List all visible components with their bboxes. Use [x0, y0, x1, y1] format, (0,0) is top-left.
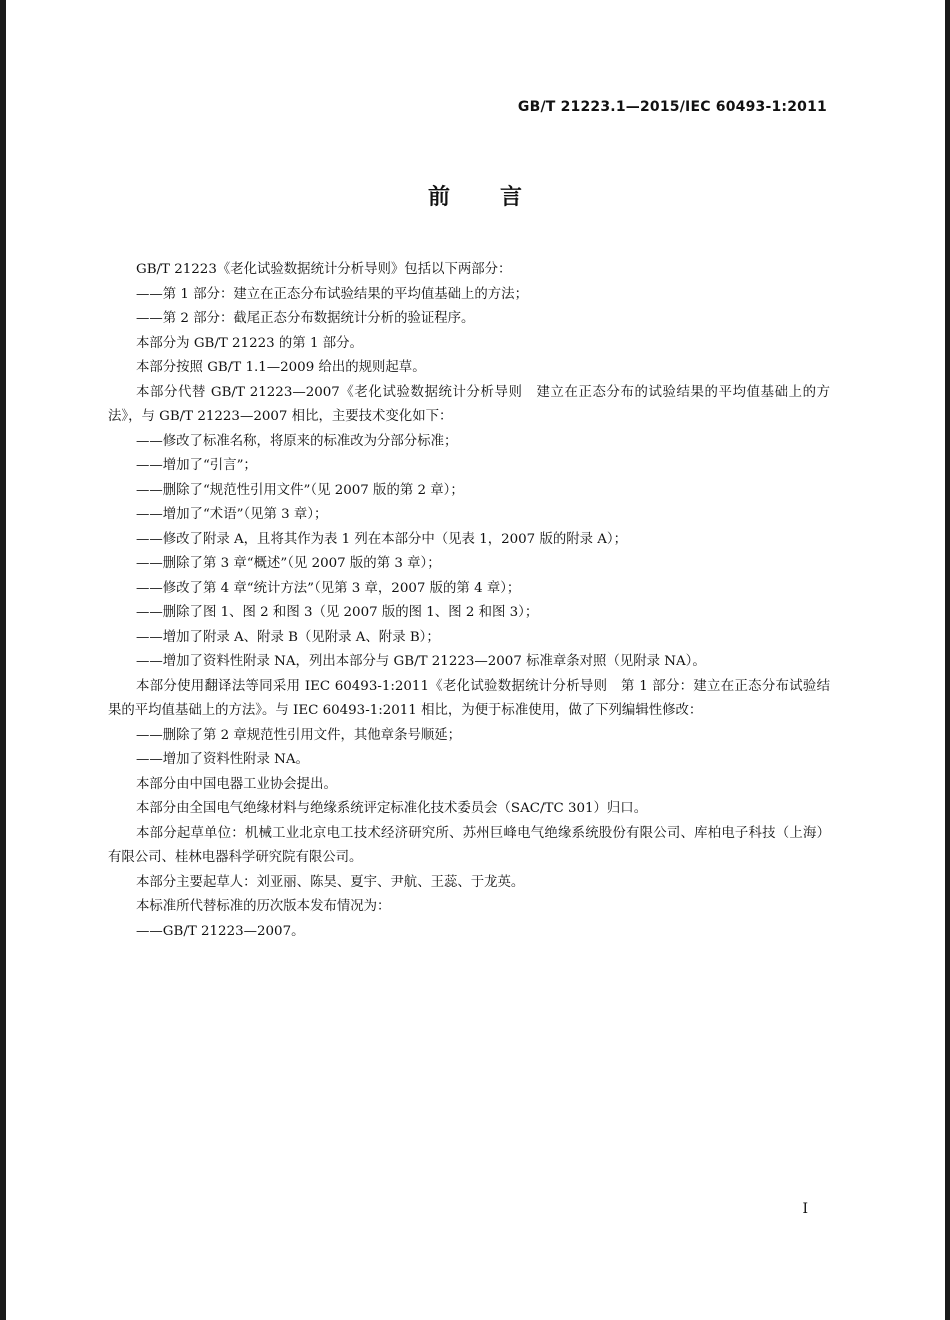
list-item: ——第 1 部分：建立在正态分布试验结果的平均值基础上的方法； — [136, 286, 528, 302]
paragraph: GB/T 21223《老化试验数据统计分析导则》包括以下两部分： — [136, 262, 512, 277]
foreword-body — [108, 258, 830, 944]
page-number: I — [802, 1201, 808, 1217]
list-item: ——增加了“引言”； — [136, 458, 257, 473]
list-item: ——删除了第 2 章规范性引用文件，其他章条号顺延； — [136, 727, 462, 743]
list-item: ——删除了“规范性引用文件”（见 2007 版的第 2 章）； — [136, 482, 464, 498]
page-title: 前言 — [427, 185, 572, 210]
list-item: ——修改了第 4 章“统计方法”（见第 3 章，2007 版的第 4 章）； — [136, 580, 521, 596]
list-item: ——第 2 部分：截尾正态分布数据统计分析的验证程序。 — [136, 311, 475, 326]
paragraph: 本部分由全国电气绝缘材料与绝缘系统评定标准化技术委员会（SAC/TC 301）归口。 — [136, 801, 648, 816]
list-item: ——删除了图 1、图 2 和图 3（见 2007 版的图 1、图 2 和图 3）； — [136, 605, 539, 620]
paragraph: 本部分为 GB/T 21223 的第 1 部分。 — [136, 335, 363, 351]
paragraph: 本部分使用翻译法等同采用 IEC 60493-1:2011《老化试验数据统计分析导则 第 1 部分：建立在正态分布试验结果的平均值基础上的方法》。与 IEC 60493-1:2011 相比，为便于标准使用，做了下列编辑性修改： — [108, 678, 830, 718]
list-item: ——修改了附录 A，且将其作为表 1 列在本部分中（见表 1，2007 版的附录 A）； — [136, 531, 628, 547]
list-item: ——GB/T 21223—2007。 — [136, 923, 305, 939]
list-item: ——删除了第 3 章“概述”（见 2007 版的第 3 章）； — [136, 556, 441, 571]
paragraph: 本部分按照 GB/T 1.1—2009 给出的规则起草。 — [136, 360, 426, 375]
paragraph: 本部分起草单位：机械工业北京电工技术经济研究所、苏州巨峰电气绝缘系统股份有限公司、库柏电子科技（上海）有限公司、桂林电器科学研究院有限公司。 — [108, 825, 830, 865]
list-item: ——增加了资料性附录 NA。 — [136, 752, 309, 767]
list-item: ——增加了资料性附录 NA，列出本部分与 GB/T 21223—2007 标准章条对照（见附录 NA）。 — [136, 654, 706, 669]
list-item: ——增加了附录 A、附录 B（见附录 A、附录 B）； — [136, 629, 440, 645]
list-item: ——增加了“术语”（见第 3 章）； — [136, 507, 328, 522]
paragraph: 本部分主要起草人：刘亚丽、陈昊、夏宇、尹航、王蕊、于龙英。 — [136, 874, 525, 890]
paragraph: 本标准所代替标准的历次版本发布情况为： — [136, 899, 391, 914]
paragraph: 本部分代替 GB/T 21223—2007《老化试验数据统计分析导则 建立在正态分布的试验结果的平均值基础上的方法》，与 GB/T 21223—2007 相比，主要技术变化如下： — [108, 384, 830, 424]
list-item: ——修改了标准名称，将原来的标准改为分部分标准； — [136, 433, 458, 449]
standard-number-header: GB/T 21223.1—2015/IEC 60493-1:2011 — [517, 99, 827, 115]
paragraph: 本部分由中国电器工业协会提出。 — [136, 776, 337, 792]
